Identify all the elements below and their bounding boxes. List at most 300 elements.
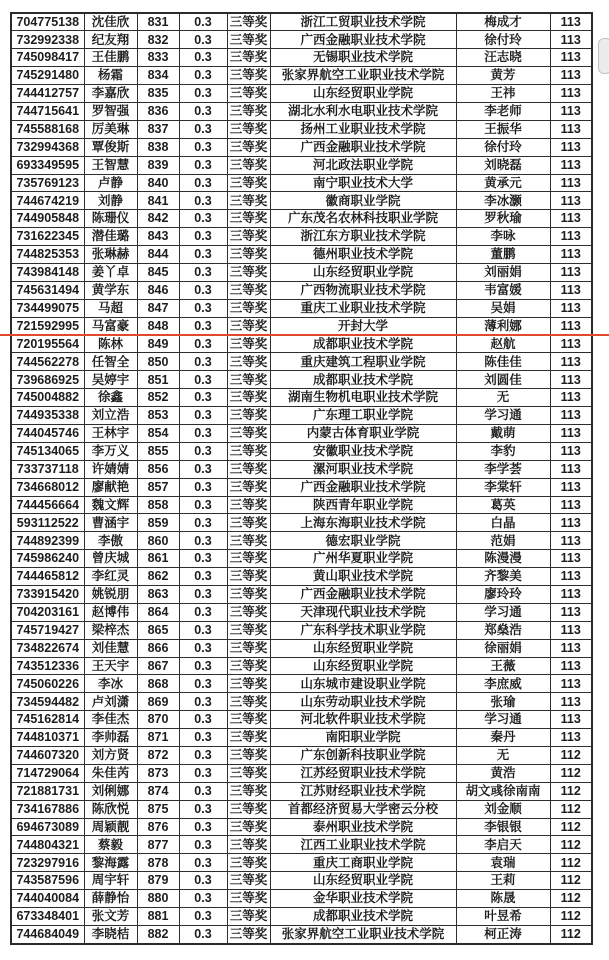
cell-rank: 831: [137, 13, 179, 31]
cell-name: 梁梓杰: [84, 621, 137, 639]
cell-teacher: 胡文彧徐南南: [456, 782, 550, 800]
cell-student_id: 734167886: [11, 800, 84, 818]
cell-rank: 839: [137, 156, 179, 174]
cell-weight: 0.3: [179, 156, 227, 174]
cell-weight: 0.3: [179, 192, 227, 210]
cell-name: 曾庆城: [84, 550, 137, 568]
cell-teacher: 刘丽娟: [456, 263, 550, 281]
table-row: [11, 246, 592, 264]
table-row: [11, 335, 592, 353]
cell-name: 罗智强: [84, 102, 137, 120]
cell-name: 马富豪: [84, 317, 137, 335]
cell-score: 113: [550, 299, 592, 317]
cell-teacher: 刘金顺: [456, 800, 550, 818]
cell-rank: 856: [137, 460, 179, 478]
cell-rank: 875: [137, 800, 179, 818]
cell-name: 刘俐娜: [84, 782, 137, 800]
cell-school: 浙江工贸职业技术学院: [270, 13, 456, 31]
cell-award: 三等奖: [227, 800, 270, 818]
table-row: [11, 263, 592, 281]
table-row: [11, 138, 592, 156]
cell-rank: 866: [137, 639, 179, 657]
cell-score: 113: [550, 550, 592, 568]
cell-name: 陈珊仪: [84, 210, 137, 228]
cell-weight: 0.3: [179, 800, 227, 818]
table-row: [11, 174, 592, 192]
cell-score: 112: [550, 836, 592, 854]
cell-award: 三等奖: [227, 192, 270, 210]
cell-school: 山东经贸职业学院: [270, 263, 456, 281]
cell-student_id: 732992338: [11, 31, 84, 49]
cell-name: 任智全: [84, 353, 137, 371]
cell-score: 113: [550, 246, 592, 264]
cell-rank: 867: [137, 657, 179, 675]
cell-teacher: 王薇: [456, 657, 550, 675]
cell-award: 三等奖: [227, 67, 270, 85]
cell-teacher: 徐丽娟: [456, 639, 550, 657]
cell-rank: 871: [137, 729, 179, 747]
cell-rank: 834: [137, 67, 179, 85]
cell-weight: 0.3: [179, 747, 227, 765]
table-row: [11, 872, 592, 890]
cell-rank: 863: [137, 586, 179, 604]
cell-student_id: 743984148: [11, 263, 84, 281]
cell-student_id: 743512336: [11, 657, 84, 675]
cell-name: 薛静怡: [84, 890, 137, 908]
table-row: [11, 31, 592, 49]
table-row: [11, 639, 592, 657]
cell-award: 三等奖: [227, 747, 270, 765]
cell-student_id: 744804321: [11, 836, 84, 854]
cell-weight: 0.3: [179, 764, 227, 782]
cell-name: 赵博伟: [84, 603, 137, 621]
cell-weight: 0.3: [179, 854, 227, 872]
cell-school: 成都职业技术学院: [270, 371, 456, 389]
cell-rank: 846: [137, 281, 179, 299]
cell-rank: 881: [137, 908, 179, 926]
cell-rank: 852: [137, 389, 179, 407]
cell-student_id: 745060226: [11, 675, 84, 693]
cell-award: 三等奖: [227, 389, 270, 407]
cell-rank: 861: [137, 550, 179, 568]
cell-weight: 0.3: [179, 13, 227, 31]
table-row: [11, 908, 592, 926]
table-row: [11, 729, 592, 747]
cell-rank: 851: [137, 371, 179, 389]
cell-name: 潜佳璐: [84, 228, 137, 246]
table-row: [11, 925, 592, 944]
cell-student_id: 745004882: [11, 389, 84, 407]
cell-name: 刘佳慧: [84, 639, 137, 657]
cell-student_id: 745719427: [11, 621, 84, 639]
cell-score: 112: [550, 818, 592, 836]
table-row: [11, 836, 592, 854]
cell-teacher: 白晶: [456, 514, 550, 532]
cell-score: 113: [550, 31, 592, 49]
cell-name: 纪友翔: [84, 31, 137, 49]
cell-weight: 0.3: [179, 335, 227, 353]
cell-student_id: 744892399: [11, 532, 84, 550]
cell-student_id: 723297916: [11, 854, 84, 872]
cell-name: 刘静: [84, 192, 137, 210]
cell-student_id: 744607320: [11, 747, 84, 765]
cell-school: 湖北水利水电职业技术学院: [270, 102, 456, 120]
cell-name: 李晓桔: [84, 925, 137, 944]
cell-score: 113: [550, 371, 592, 389]
cell-award: 三等奖: [227, 424, 270, 442]
cell-award: 三等奖: [227, 13, 270, 31]
cell-award: 三等奖: [227, 496, 270, 514]
cell-name: 吴婷宇: [84, 371, 137, 389]
cell-student_id: 744465812: [11, 568, 84, 586]
cell-school: 广东创新科技职业学院: [270, 747, 456, 765]
cell-score: 113: [550, 621, 592, 639]
cell-student_id: 745986240: [11, 550, 84, 568]
cell-score: 113: [550, 228, 592, 246]
cell-award: 三等奖: [227, 210, 270, 228]
cell-teacher: 无: [456, 389, 550, 407]
cell-name: 许婧婧: [84, 460, 137, 478]
cell-score: 113: [550, 353, 592, 371]
cell-award: 三等奖: [227, 353, 270, 371]
table-row: [11, 586, 592, 604]
cell-school: 德宏职业学院: [270, 532, 456, 550]
cell-name: 李佳杰: [84, 711, 137, 729]
cell-student_id: 721881731: [11, 782, 84, 800]
cell-student_id: 745098417: [11, 49, 84, 67]
cell-student_id: 735769123: [11, 174, 84, 192]
cell-rank: 877: [137, 836, 179, 854]
cell-award: 三等奖: [227, 281, 270, 299]
cell-teacher: 李银银: [456, 818, 550, 836]
cell-teacher: 齐黎美: [456, 568, 550, 586]
cell-weight: 0.3: [179, 782, 227, 800]
cell-teacher: 学习通: [456, 711, 550, 729]
cell-student_id: 734822674: [11, 639, 84, 657]
cell-weight: 0.3: [179, 85, 227, 103]
table-row: [11, 210, 592, 228]
cell-school: 安徽职业技术学院: [270, 442, 456, 460]
cell-rank: 840: [137, 174, 179, 192]
table-row: [11, 49, 592, 67]
table-row: [11, 85, 592, 103]
table-row: [11, 747, 592, 765]
cell-weight: 0.3: [179, 49, 227, 67]
cell-student_id: 720195564: [11, 335, 84, 353]
cell-teacher: 郑燊浩: [456, 621, 550, 639]
cell-student_id: 693349595: [11, 156, 84, 174]
cell-name: 姚锐朋: [84, 586, 137, 604]
cell-school: 河北软件职业技术学院: [270, 711, 456, 729]
cell-score: 112: [550, 764, 592, 782]
cell-score: 112: [550, 872, 592, 890]
cell-name: 厉美琳: [84, 120, 137, 138]
cell-school: 广西金融职业技术学院: [270, 478, 456, 496]
cell-teacher: 李老师: [456, 102, 550, 120]
cell-award: 三等奖: [227, 908, 270, 926]
cell-award: 三等奖: [227, 782, 270, 800]
cell-teacher: 戴萌: [456, 424, 550, 442]
cell-teacher: 徐付玲: [456, 138, 550, 156]
cell-name: 刘方贤: [84, 747, 137, 765]
cell-score: 113: [550, 389, 592, 407]
cell-rank: 835: [137, 85, 179, 103]
cell-name: 黎海露: [84, 854, 137, 872]
cell-award: 三等奖: [227, 246, 270, 264]
cell-weight: 0.3: [179, 729, 227, 747]
cell-score: 113: [550, 407, 592, 425]
cell-weight: 0.3: [179, 478, 227, 496]
cell-school: 内蒙古体育职业学院: [270, 424, 456, 442]
cell-score: 113: [550, 156, 592, 174]
cell-weight: 0.3: [179, 120, 227, 138]
table-row: [11, 281, 592, 299]
cell-score: 113: [550, 174, 592, 192]
cell-score: 112: [550, 747, 592, 765]
cell-rank: 869: [137, 693, 179, 711]
scrollbar-thumb[interactable]: [598, 38, 609, 74]
cell-student_id: 732994368: [11, 138, 84, 156]
cell-school: 山东城市建设职业学院: [270, 675, 456, 693]
cell-school: 山东经贸职业学院: [270, 85, 456, 103]
cell-weight: 0.3: [179, 138, 227, 156]
table-row: [11, 13, 592, 31]
cell-teacher: 廖玲玲: [456, 586, 550, 604]
cell-student_id: 744040084: [11, 890, 84, 908]
cell-name: 王智慧: [84, 156, 137, 174]
cell-award: 三等奖: [227, 478, 270, 496]
cell-teacher: 无: [456, 747, 550, 765]
cell-award: 三等奖: [227, 711, 270, 729]
cell-school: 成都职业技术学院: [270, 908, 456, 926]
cell-name: 周宇轩: [84, 872, 137, 890]
cell-teacher: 董鹏: [456, 246, 550, 264]
cell-teacher: 汪志晓: [456, 49, 550, 67]
cell-rank: 859: [137, 514, 179, 532]
table-row: [11, 621, 592, 639]
cell-student_id: 744810371: [11, 729, 84, 747]
cell-rank: 870: [137, 711, 179, 729]
cell-teacher: 李冰灏: [456, 192, 550, 210]
cell-student_id: 739686925: [11, 371, 84, 389]
cell-teacher: 李庶威: [456, 675, 550, 693]
cell-teacher: 陈佳佳: [456, 353, 550, 371]
cell-award: 三等奖: [227, 156, 270, 174]
cell-rank: 864: [137, 603, 179, 621]
cell-student_id: 745631494: [11, 281, 84, 299]
cell-student_id: 743587596: [11, 872, 84, 890]
cell-student_id: 744562278: [11, 353, 84, 371]
cell-award: 三等奖: [227, 407, 270, 425]
table-row: [11, 407, 592, 425]
cell-award: 三等奖: [227, 639, 270, 657]
table-row: [11, 514, 592, 532]
cell-teacher: 薄利娜: [456, 317, 550, 335]
cell-name: 卢刘潇: [84, 693, 137, 711]
cell-score: 113: [550, 586, 592, 604]
table-row: [11, 120, 592, 138]
cell-score: 113: [550, 210, 592, 228]
cell-rank: 841: [137, 192, 179, 210]
cell-weight: 0.3: [179, 908, 227, 926]
cell-award: 三等奖: [227, 872, 270, 890]
cell-student_id: 744715641: [11, 102, 84, 120]
cell-student_id: 734668012: [11, 478, 84, 496]
cell-student_id: 673348401: [11, 908, 84, 926]
cell-score: 113: [550, 424, 592, 442]
cell-score: 113: [550, 138, 592, 156]
cell-student_id: 745588168: [11, 120, 84, 138]
cell-award: 三等奖: [227, 460, 270, 478]
cell-teacher: 罗秋瑜: [456, 210, 550, 228]
cell-award: 三等奖: [227, 85, 270, 103]
cell-school: 广东理工职业学院: [270, 407, 456, 425]
cell-school: 山东劳动职业技术学院: [270, 693, 456, 711]
cell-rank: 833: [137, 49, 179, 67]
cell-score: 113: [550, 281, 592, 299]
cell-award: 三等奖: [227, 836, 270, 854]
cell-name: 李帅磊: [84, 729, 137, 747]
cell-teacher: 李棠轩: [456, 478, 550, 496]
cell-score: 112: [550, 782, 592, 800]
cell-student_id: 744684049: [11, 925, 84, 944]
cell-school: 张家界航空工业职业技术学院: [270, 67, 456, 85]
cell-name: 卢静: [84, 174, 137, 192]
table-row: [11, 478, 592, 496]
cell-name: 魏文辉: [84, 496, 137, 514]
cell-student_id: 745134065: [11, 442, 84, 460]
cell-teacher: 韦富媛: [456, 281, 550, 299]
cell-teacher: 赵航: [456, 335, 550, 353]
cell-teacher: 柯正涛: [456, 925, 550, 944]
cell-score: 113: [550, 478, 592, 496]
table-row: [11, 192, 592, 210]
cell-student_id: 721592995: [11, 317, 84, 335]
cell-award: 三等奖: [227, 120, 270, 138]
cell-student_id: 744412757: [11, 85, 84, 103]
cell-weight: 0.3: [179, 568, 227, 586]
cell-weight: 0.3: [179, 639, 227, 657]
cell-school: 陕西青年职业学院: [270, 496, 456, 514]
cell-rank: 878: [137, 854, 179, 872]
cell-score: 113: [550, 102, 592, 120]
cell-weight: 0.3: [179, 890, 227, 908]
cell-weight: 0.3: [179, 299, 227, 317]
cell-rank: 848: [137, 317, 179, 335]
table-row: [11, 67, 592, 85]
cell-name: 张琳赫: [84, 246, 137, 264]
cell-award: 三等奖: [227, 568, 270, 586]
cell-school: 浙江东方职业技术学院: [270, 228, 456, 246]
cell-award: 三等奖: [227, 102, 270, 120]
cell-weight: 0.3: [179, 460, 227, 478]
cell-score: 112: [550, 925, 592, 944]
cell-teacher: 吴娟: [456, 299, 550, 317]
cell-name: 蔡毅: [84, 836, 137, 854]
cell-rank: 880: [137, 890, 179, 908]
table-row: [11, 800, 592, 818]
cell-score: 113: [550, 67, 592, 85]
cell-school: 广西金融职业技术学院: [270, 586, 456, 604]
cell-weight: 0.3: [179, 872, 227, 890]
cell-weight: 0.3: [179, 174, 227, 192]
table-row: [11, 389, 592, 407]
cell-weight: 0.3: [179, 281, 227, 299]
cell-name: 李傲: [84, 532, 137, 550]
cell-rank: 832: [137, 31, 179, 49]
cell-teacher: 范娟: [456, 532, 550, 550]
table-row: [11, 764, 592, 782]
cell-rank: 854: [137, 424, 179, 442]
cell-weight: 0.3: [179, 210, 227, 228]
cell-teacher: 梅成才: [456, 13, 550, 31]
table-row: [11, 854, 592, 872]
cell-name: 李万义: [84, 442, 137, 460]
cell-score: 113: [550, 192, 592, 210]
cell-award: 三等奖: [227, 675, 270, 693]
cell-weight: 0.3: [179, 389, 227, 407]
cell-award: 三等奖: [227, 550, 270, 568]
cell-school: 德州职业技术学院: [270, 246, 456, 264]
cell-rank: 836: [137, 102, 179, 120]
cell-name: 覃俊斯: [84, 138, 137, 156]
cell-student_id: 593112522: [11, 514, 84, 532]
cell-teacher: 黄芳: [456, 67, 550, 85]
table-row: [11, 532, 592, 550]
cell-weight: 0.3: [179, 102, 227, 120]
cell-name: 廖献艳: [84, 478, 137, 496]
cell-name: 刘立浩: [84, 407, 137, 425]
cell-teacher: 陈漫漫: [456, 550, 550, 568]
cell-award: 三等奖: [227, 174, 270, 192]
cell-school: 山东经贸职业学院: [270, 639, 456, 657]
cell-student_id: 704203161: [11, 603, 84, 621]
cell-teacher: 陈晟: [456, 890, 550, 908]
cell-student_id: 733915420: [11, 586, 84, 604]
cell-score: 113: [550, 657, 592, 675]
cell-school: 山东经贸职业学院: [270, 872, 456, 890]
cell-award: 三等奖: [227, 603, 270, 621]
cell-school: 南阳职业学院: [270, 729, 456, 747]
cell-rank: 860: [137, 532, 179, 550]
cell-rank: 838: [137, 138, 179, 156]
cell-school: 漯河职业技术学院: [270, 460, 456, 478]
table-row: [11, 693, 592, 711]
cell-score: 112: [550, 908, 592, 926]
cell-weight: 0.3: [179, 371, 227, 389]
cell-student_id: 745291480: [11, 67, 84, 85]
cell-school: 山东经贸职业学院: [270, 657, 456, 675]
cell-weight: 0.3: [179, 31, 227, 49]
cell-school: 首都经济贸易大学密云分校: [270, 800, 456, 818]
cell-name: 陈欣悦: [84, 800, 137, 818]
cell-school: 天津现代职业技术学院: [270, 603, 456, 621]
table-row: [11, 890, 592, 908]
cell-school: 金华职业技术学院: [270, 890, 456, 908]
cell-teacher: 刘圆佳: [456, 371, 550, 389]
cell-name: 马超: [84, 299, 137, 317]
cell-score: 113: [550, 693, 592, 711]
cell-school: 广西金融职业技术学院: [270, 138, 456, 156]
cell-rank: 857: [137, 478, 179, 496]
cell-teacher: 张瑜: [456, 693, 550, 711]
cell-rank: 850: [137, 353, 179, 371]
cell-teacher: 秦丹: [456, 729, 550, 747]
cell-name: 杨霜: [84, 67, 137, 85]
cell-score: 113: [550, 263, 592, 281]
cell-student_id: 744456664: [11, 496, 84, 514]
cell-score: 113: [550, 317, 592, 335]
